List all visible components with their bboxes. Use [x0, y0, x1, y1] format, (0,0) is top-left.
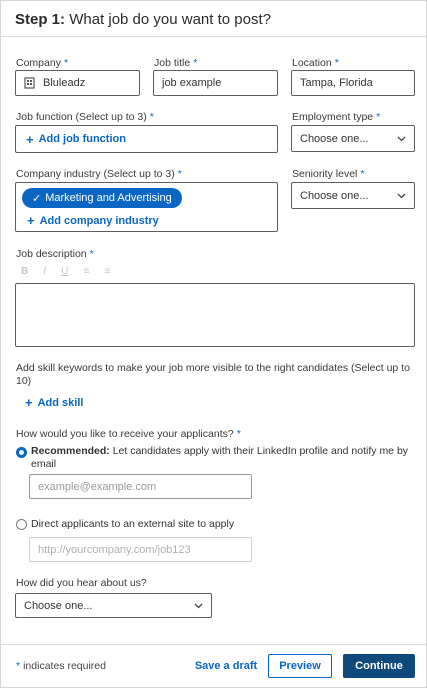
add-skill-label: Add skill — [37, 396, 84, 409]
recommended-radio[interactable] — [16, 447, 27, 458]
save-draft-button[interactable]: Save a draft — [194, 660, 258, 672]
job-title-value: job example — [162, 77, 222, 89]
bullet-list-button[interactable]: ≡ — [83, 266, 90, 277]
company-industry-label: Company industry (Select up to 3) * — [16, 168, 182, 180]
add-job-function-label: Add job function — [38, 133, 126, 145]
formatting-toolbar — [21, 265, 122, 277]
check-icon: ✓ — [32, 192, 42, 205]
company-field[interactable] — [15, 70, 140, 96]
hear-about-label: How did you hear about us? — [16, 577, 147, 589]
company-industry-field — [15, 182, 278, 232]
employment-type-label: Employment type * — [292, 111, 381, 123]
preview-button[interactable]: Preview — [268, 654, 332, 678]
step-question: What job do you want to post? — [69, 11, 271, 28]
step-label: Step 1: — [15, 11, 66, 28]
underline-button[interactable]: U — [61, 266, 69, 277]
email-input[interactable] — [29, 474, 252, 499]
job-description-textarea[interactable] — [15, 283, 415, 347]
external-site-radio[interactable] — [16, 519, 27, 530]
hear-about-select[interactable] — [15, 593, 212, 618]
numbered-list-button[interactable]: ≡ — [104, 266, 111, 277]
building-icon — [24, 77, 35, 89]
job-title-field[interactable] — [153, 70, 278, 96]
company-label: Company * — [16, 57, 69, 69]
plus-icon: + — [27, 213, 35, 228]
hear-about-value: Choose one... — [24, 599, 93, 612]
job-description-label: Job description * — [16, 248, 94, 260]
company-value: Bluleadz — [43, 77, 86, 89]
external-url-input[interactable] — [29, 537, 252, 562]
location-value: Tampa, Florida — [300, 77, 373, 89]
industry-chip[interactable] — [22, 188, 182, 208]
employment-type-value: Choose one... — [300, 132, 369, 145]
job-function-field — [15, 125, 278, 153]
chevron-down-icon — [193, 601, 203, 611]
job-title-label: Job title * — [154, 57, 198, 69]
external-url-placeholder: http://yourcompany.com/job123 — [38, 543, 191, 556]
seniority-level-value: Choose one... — [300, 189, 369, 202]
employment-type-select[interactable] — [291, 125, 415, 152]
bold-button[interactable]: B — [21, 266, 29, 277]
plus-icon: + — [26, 131, 34, 147]
skills-description: Add skill keywords to make your job more visible to the right candidates (Select up to 10) — [16, 362, 410, 387]
add-company-industry-button[interactable] — [27, 213, 159, 228]
add-job-function-button[interactable] — [26, 132, 126, 147]
form-header — [1, 1, 426, 37]
recommended-bold: Recommended: — [31, 445, 110, 457]
plus-icon: + — [25, 395, 33, 410]
job-function-label: Job function (Select up to 3) * — [16, 111, 154, 123]
continue-button[interactable]: Continue — [343, 654, 415, 678]
required-note: * indicates required — [16, 660, 106, 672]
recommended-option-label[interactable] — [31, 445, 416, 471]
applicants-question: How would you like to receive your applicants? * — [16, 428, 241, 440]
seniority-level-select[interactable] — [291, 182, 415, 209]
add-skill-button[interactable] — [25, 395, 83, 410]
add-company-industry-label: Add company industry — [39, 214, 159, 227]
italic-button[interactable]: I — [43, 266, 47, 277]
seniority-level-label: Seniority level * — [292, 168, 365, 180]
recommended-description: Let candidates apply with their LinkedIn profile and notify me by email — [31, 445, 409, 470]
location-label: Location * — [292, 57, 339, 69]
email-placeholder: example@example.com — [38, 480, 157, 493]
footer-divider — [1, 644, 426, 645]
industry-chip-label: Marketing and Advertising — [45, 192, 172, 204]
chevron-down-icon — [396, 134, 406, 144]
chevron-down-icon — [396, 191, 406, 201]
external-site-label[interactable]: Direct applicants to an external site to apply — [31, 518, 235, 530]
location-field[interactable] — [291, 70, 415, 96]
